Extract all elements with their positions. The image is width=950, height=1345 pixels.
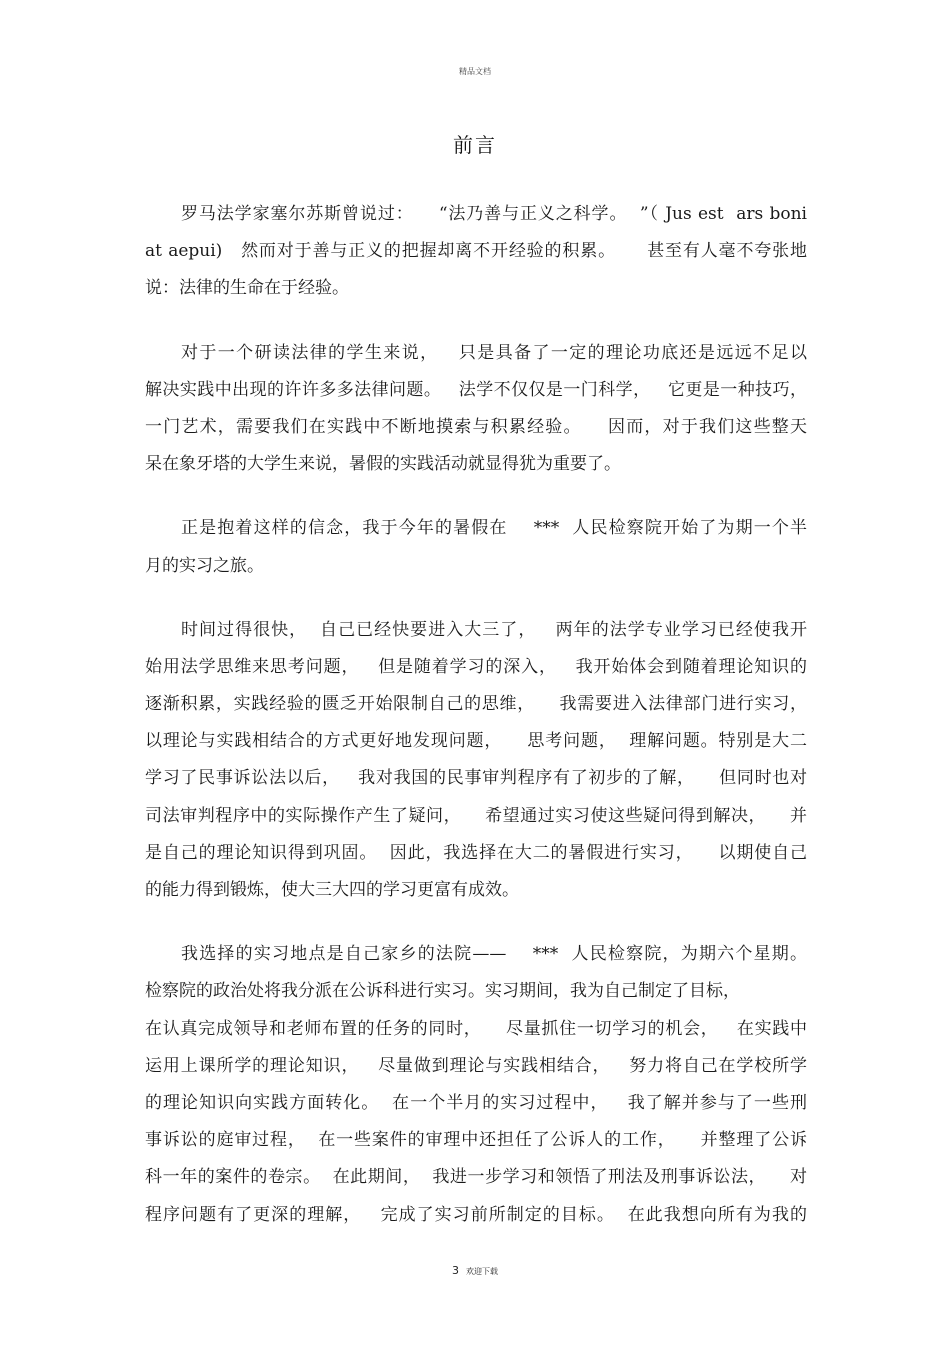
paragraph-line: 以理论与实践相结合的方式更好地发现问题， 思考问题， 理解问题。特别是大二 xyxy=(145,731,807,752)
paragraph-3 xyxy=(145,510,807,584)
paragraph-line: 呆在象牙塔的大学生来说，暑假的实践活动就显得犹为重要了。 xyxy=(145,454,621,475)
paragraph-4 xyxy=(145,612,807,910)
page-footer xyxy=(0,1259,950,1278)
paragraph-line: 学习了民事诉讼法以后， 我对我国的民事审判程序有了初步的了解， 但同时也对 xyxy=(145,768,807,789)
paragraph-line: 始用法学思维来思考问题， 但是随着学习的深入， 我开始体会到随着理论知识的 xyxy=(145,656,807,677)
paragraph-line: 一门艺术，需要我们在实践中不断地摸索与积累经验。 因而，对于我们这些整天 xyxy=(145,416,807,437)
paragraph-line: 科一年的案件的卷宗。 在此期间， 我进一步学习和领悟了刑法及刑事诉讼法， 对 xyxy=(145,1167,807,1188)
page-title: 前言 xyxy=(453,133,497,157)
paragraph-line: 的能力得到锻炼，使大三大四的学习更富有成效。 xyxy=(145,880,519,900)
paragraph-line: 事诉讼的庭审过程， 在一些案件的审理中还担任了公诉人的工作， 并整理了公诉 xyxy=(145,1130,807,1151)
paragraph-line: 检察院的政治处将我分派在公诉科进行实习。实习期间，我为自己制定了目标， xyxy=(145,981,740,1002)
paragraph-line: 月的实习之旅。 xyxy=(145,555,264,576)
paragraph-2 xyxy=(145,335,807,484)
paragraph-1 xyxy=(145,196,807,308)
paragraph-line: 时间过得很快， 自己已经快要进入大三了， 两年的法学专业学习已经使我开 xyxy=(181,619,807,640)
paragraph-line: 逐渐积累，实践经验的匮乏开始限制自己的思维， 我需要进入法律部门进行实习， xyxy=(145,694,807,715)
paragraph-line: 解决实践中出现的许许多多法律问题。 法学不仅仅是一门科学， 它更是一种技巧， xyxy=(145,379,807,400)
paragraph-line: 正是抱着这样的信念，我于今年的暑假在 *** 人民检察院开始了为期一个半 xyxy=(181,518,807,539)
paragraph-line: 罗马法学家塞尔苏斯曾说过： “法乃善与正义之科学。 ”（ Jus est ars boni xyxy=(181,204,807,224)
header-note: 精品文档 xyxy=(459,67,491,76)
paragraph-line: at aepui) 然而对于善与正义的把握却离不开经验的积累。 甚至有人毫不夸张地 xyxy=(145,241,807,262)
paragraph-line: 对于一个研读法律的学生来说， 只是具备了一定的理论功底还是远远不足以 xyxy=(181,342,807,363)
paragraph-line: 的理论知识向实践方面转化。 在一个半月的实习过程中， 我了解并参与了一些刑 xyxy=(145,1092,807,1113)
paragraph-line: 是自己的理论知识得到巩固。 因此，我选择在大二的暑假进行实习， 以期使自己 xyxy=(145,842,807,863)
paragraph-line: 程序问题有了更深的理解， 完成了实习前所制定的目标。 在此我想向所有为我的 xyxy=(145,1204,807,1225)
paragraph-line: 我选择的实习地点是自己家乡的法院—— *** 人民检察院，为期六个星期。 xyxy=(181,944,807,965)
paragraph-line: 司法审判程序中的实际操作产生了疑问， 希望通过实习使这些疑问得到解决， 并 xyxy=(145,805,807,826)
footer-text: 欢迎下载 xyxy=(466,1267,499,1276)
paragraph-line: 说：法律的生命在于经验。 xyxy=(145,278,349,299)
document-body xyxy=(145,196,807,1261)
paragraph-line: 运用上课所学的理论知识， 尽量做到理论与实践相结合， 努力将自己在学校所学 xyxy=(145,1055,807,1076)
page-number: 3 xyxy=(451,1264,459,1277)
paragraph-line: 在认真完成领导和老师布置的任务的同时， 尽量抓住一切学习的机会， 在实践中 xyxy=(145,1018,807,1039)
paragraph-5 xyxy=(145,936,807,1234)
